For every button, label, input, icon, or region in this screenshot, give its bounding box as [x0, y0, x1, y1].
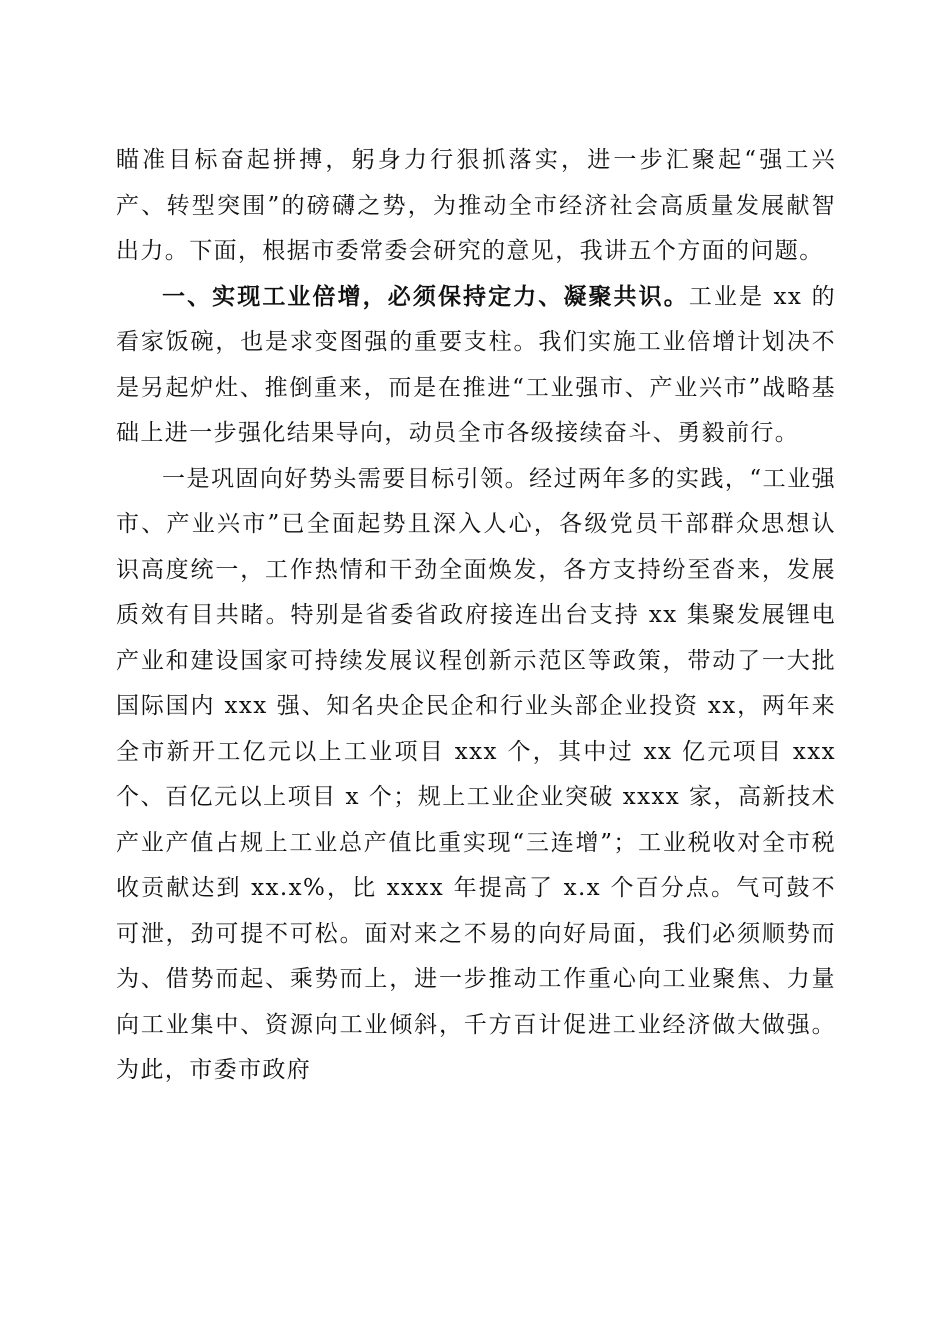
- section-heading: 一、实现工业倍增，必须保持定力、凝聚共识。: [162, 283, 689, 310]
- paragraph-section-one: [116, 275, 836, 457]
- section-body-text: 工业是 xx 的看家饭碗，也是求变图强的重要支柱。我们实施工业倍增计划决不是另起炉灶、推倒重来，而是在推进“工业强市、产业兴市”战略基础上进一步强化结果导向，动员全市各级接续奋斗、勇毅前行。: [116, 283, 837, 446]
- paragraph-point-one: [116, 457, 836, 1094]
- paragraph-intro-text: 瞄准目标奋起拼搏，躬身力行狠抓落实，进一步汇聚起“强工兴产、转型突围”的磅礴之势，为推动全市经济社会高质量发展献智出力。下面，根据市委常委会研究的意见，我讲五个方面的问题。: [116, 147, 836, 264]
- document-page: [116, 138, 836, 1094]
- paragraph-intro: [116, 138, 836, 275]
- point-one-text: 一是巩固向好势头需要目标引领。经过两年多的实践，“工业强市、产业兴市”已全面起势且深入人心，各级党员干部群众思想认识高度统一，工作热情和干劲全面焕发，各方支持纷至沓来，发展质效有目共睹。特别是省委省政府接连出台支持 xx 集聚发展锂电产业和建设国家可持续发展议程创新示范区等政策，带动了一大批国际国内 xxx 强、知名央企民企和行业头部企业投资 xx，两年来全市新开工亿元以上工业项目 xxx 个，其中过 xx 亿元项目 xxx 个、百亿元以上项目 x 个；规上工业企业突破 xxxx 家，高新技术产业产值占规上工业总产值比重实现“三连增”；工业税收对全市税收贡献达到 xx.x%，比 xxxx 年提高了 x.x 个百分点。气可鼓不可泄，劲可提不可松。面对来之不易的向好局面，我们必须顺势而为、借势而起、乘势而上，进一步推动工作重心向工业聚焦、力量向工业集中、资源向工业倾斜，千方百计促进工业经济做大做强。为此，市委市政府: [116, 465, 836, 1083]
